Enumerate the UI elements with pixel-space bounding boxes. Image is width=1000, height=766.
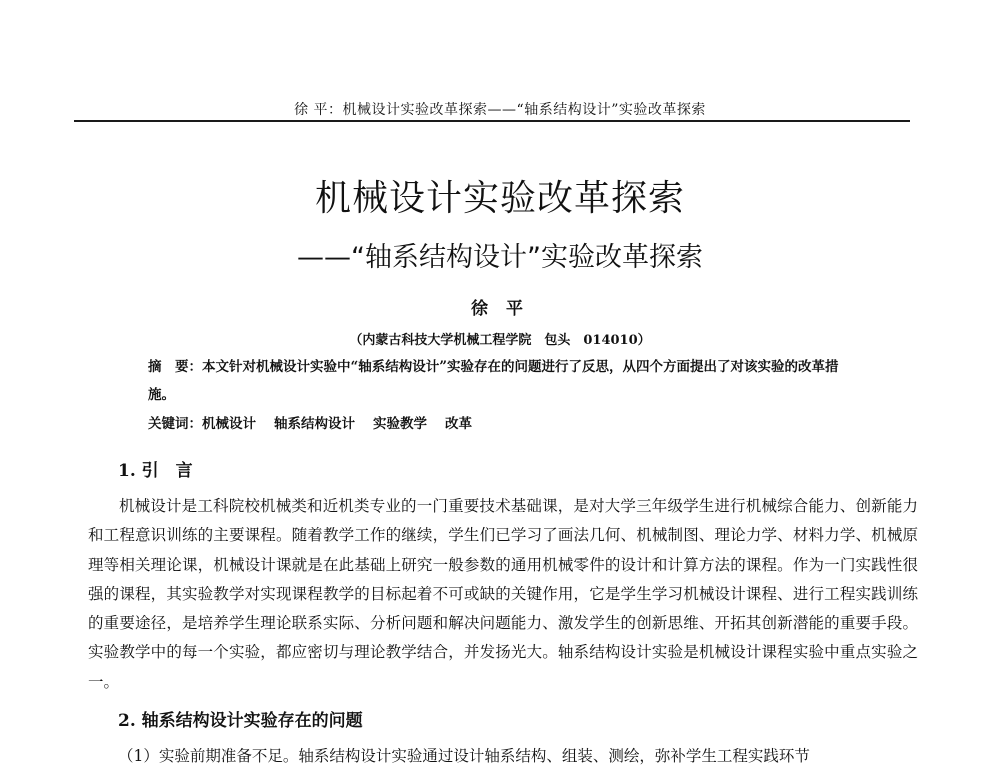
affiliation: （内蒙古科技大学机械工程学院 包头 014010） xyxy=(349,333,651,348)
abstract-text: 本文针对机械设计实验中“轴系结构设计”实验存在的问题进行了反思，从四个方面提出了对该实验的改革措施。 xyxy=(148,359,839,403)
keyword: 改革 xyxy=(445,416,472,432)
running-header: 徐 平：机械设计实验改革探索——“轴系结构设计”实验改革探索 xyxy=(294,102,706,118)
section-heading-problems: 2. 轴系结构设计实验存在的问题 xyxy=(118,711,363,731)
keywords-label: 关键词： xyxy=(148,416,202,432)
keyword: 轴系结构设计 xyxy=(274,416,355,432)
author: 徐 平 xyxy=(471,299,529,319)
keyword: 实验教学 xyxy=(373,416,427,432)
keyword: 机械设计 xyxy=(202,416,256,432)
abstract xyxy=(148,353,858,409)
paper-subtitle: ——“轴系结构设计”实验改革探索 xyxy=(297,242,703,273)
section-heading-introduction: 1. 引 言 xyxy=(118,461,193,481)
header-rule xyxy=(74,120,910,122)
paper-title: 机械设计实验改革探索 xyxy=(314,178,685,219)
abstract-label: 摘 要： xyxy=(148,359,202,375)
problems-paragraph-start: （1）实验前期准备不足。轴系结构设计实验通过设计轴系结构、组装、测绘，弥补学生工程实践环节 xyxy=(118,747,810,765)
introduction-paragraph: 机械设计是工科院校机械类和近机类专业的一门重要技术基础课，是对大学三年级学生进行机械综合能力、创新能力和工程意识训练的主要课程。随着教学工作的继续，学生们已学习了画法几何、机械制图、理论力学、材料力学、机械原理等相关理论课，机械设计课就是在此基础上研究一般参数的通用机械零件的设计和计算方法的课程。作为一门实践性很强的课程，其实验教学对实现课程教学的目标起着不可或缺的关键作用，它是学生学习机械设计课程、进行工程实践训练的重要途径，是培养学生理论联系实际、分析问题和解决问题能力、激发学生的创新思维、开拓其创新潜能的重要手段。实验教学中的每一个实验，都应密切与理论教学结合，并发扬光大。轴系结构设计实验是机械设计课程实验中重点实验之一。 xyxy=(88,497,918,691)
keywords xyxy=(148,412,490,432)
